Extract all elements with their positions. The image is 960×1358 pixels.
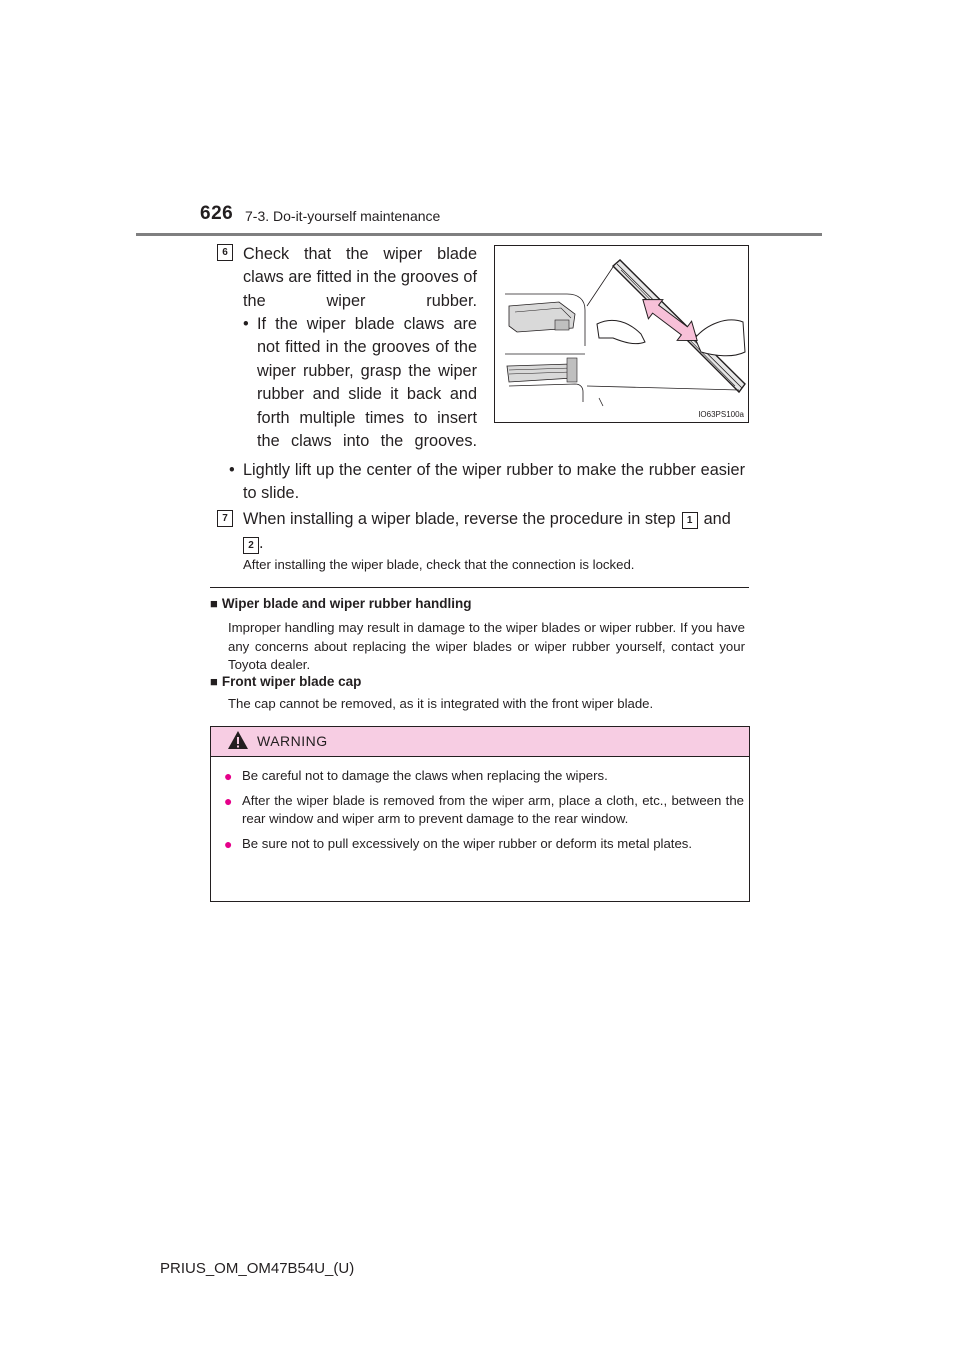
wiper-illustration [494, 245, 749, 423]
illustration-code: IO63PS100a [698, 410, 744, 419]
square-bullet: ■ [210, 596, 218, 611]
warning-title: WARNING [257, 733, 328, 749]
blade-cap-heading-text: Front wiper blade cap [221, 674, 362, 689]
section-divider [210, 587, 749, 588]
warning-item-text: Be sure not to pull excessively on the wiper rubber or deform its metal plates. [242, 835, 693, 851]
step-6-bullet-1 [243, 313, 477, 453]
warning-dot: ● [224, 792, 233, 809]
step-7-note: After installing the wiper blade, check that the connection is locked. [243, 557, 635, 572]
step-ref-1: 1 [682, 512, 698, 529]
blade-cap-text: The cap cannot be removed, as it is integrated with the front wiper blade. [228, 696, 654, 711]
wiper-blade-drawing [495, 246, 748, 422]
warning-triangle-icon [227, 730, 249, 750]
step-6-badge: 6 [217, 244, 233, 261]
warning-item-text: Be careful not to damage the claws when replacing the wipers. [242, 768, 608, 783]
step-6-bullet-2-text: Lightly lift up the center of the wiper rubber to make the rubber easier to slide. [243, 461, 745, 503]
warning-item [222, 835, 744, 854]
square-bullet: ■ [210, 674, 218, 689]
bullet-symbol: • [243, 315, 249, 333]
header-rule [136, 233, 822, 236]
section-title: 7-3. Do-it-yourself maintenance [245, 208, 441, 224]
step-7-text [243, 508, 753, 531]
bullet-symbol: • [229, 461, 235, 479]
step-6-bullet-2 [229, 459, 745, 506]
warning-dot: ● [224, 835, 233, 852]
warning-list [222, 767, 744, 859]
step-7-text-before: When installing a wiper blade, reverse the procedure in step [243, 510, 676, 528]
wiper-handling-heading [210, 596, 472, 611]
wiper-handling-heading-text: Wiper blade and wiper rubber handling [221, 596, 472, 611]
step-7-badge: 7 [217, 510, 233, 527]
step-7-text-after: . [259, 534, 264, 552]
step-7-text-mid: and [703, 510, 731, 528]
warning-header [211, 727, 749, 757]
document-id: PRIUS_OM_OM47B54U_(U) [160, 1260, 355, 1277]
warning-item-text: After the wiper blade is removed from the wiper arm, place a cloth, etc., between the rear window and wiper arm to prevent damage to the rear window. [242, 792, 744, 827]
page-number: 626 [200, 203, 234, 224]
warning-dot: ● [224, 768, 233, 784]
warning-item [222, 792, 744, 829]
step-6-bullet-1-text: If the wiper blade claws are not fitted in the grooves of the wiper rubber, grasp the wiper rubber and slide it back and forth multiple times to insert the claws into the grooves. [257, 315, 477, 451]
warning-box [210, 726, 750, 902]
step-ref-2: 2 [243, 537, 259, 554]
step-7-line-2 [243, 532, 264, 555]
warning-item [222, 767, 744, 786]
blade-cap-heading [210, 674, 361, 689]
wiper-handling-text: Improper handling may result in damage to the wiper blades or wiper rubber. If you have any concerns about replacing the wiper blades or wiper rubber yourself, contact your Toyota dealer. [228, 620, 745, 673]
step-6-text: Check that the wiper blade claws are fitted in the grooves of the wiper rubber. [243, 245, 477, 310]
